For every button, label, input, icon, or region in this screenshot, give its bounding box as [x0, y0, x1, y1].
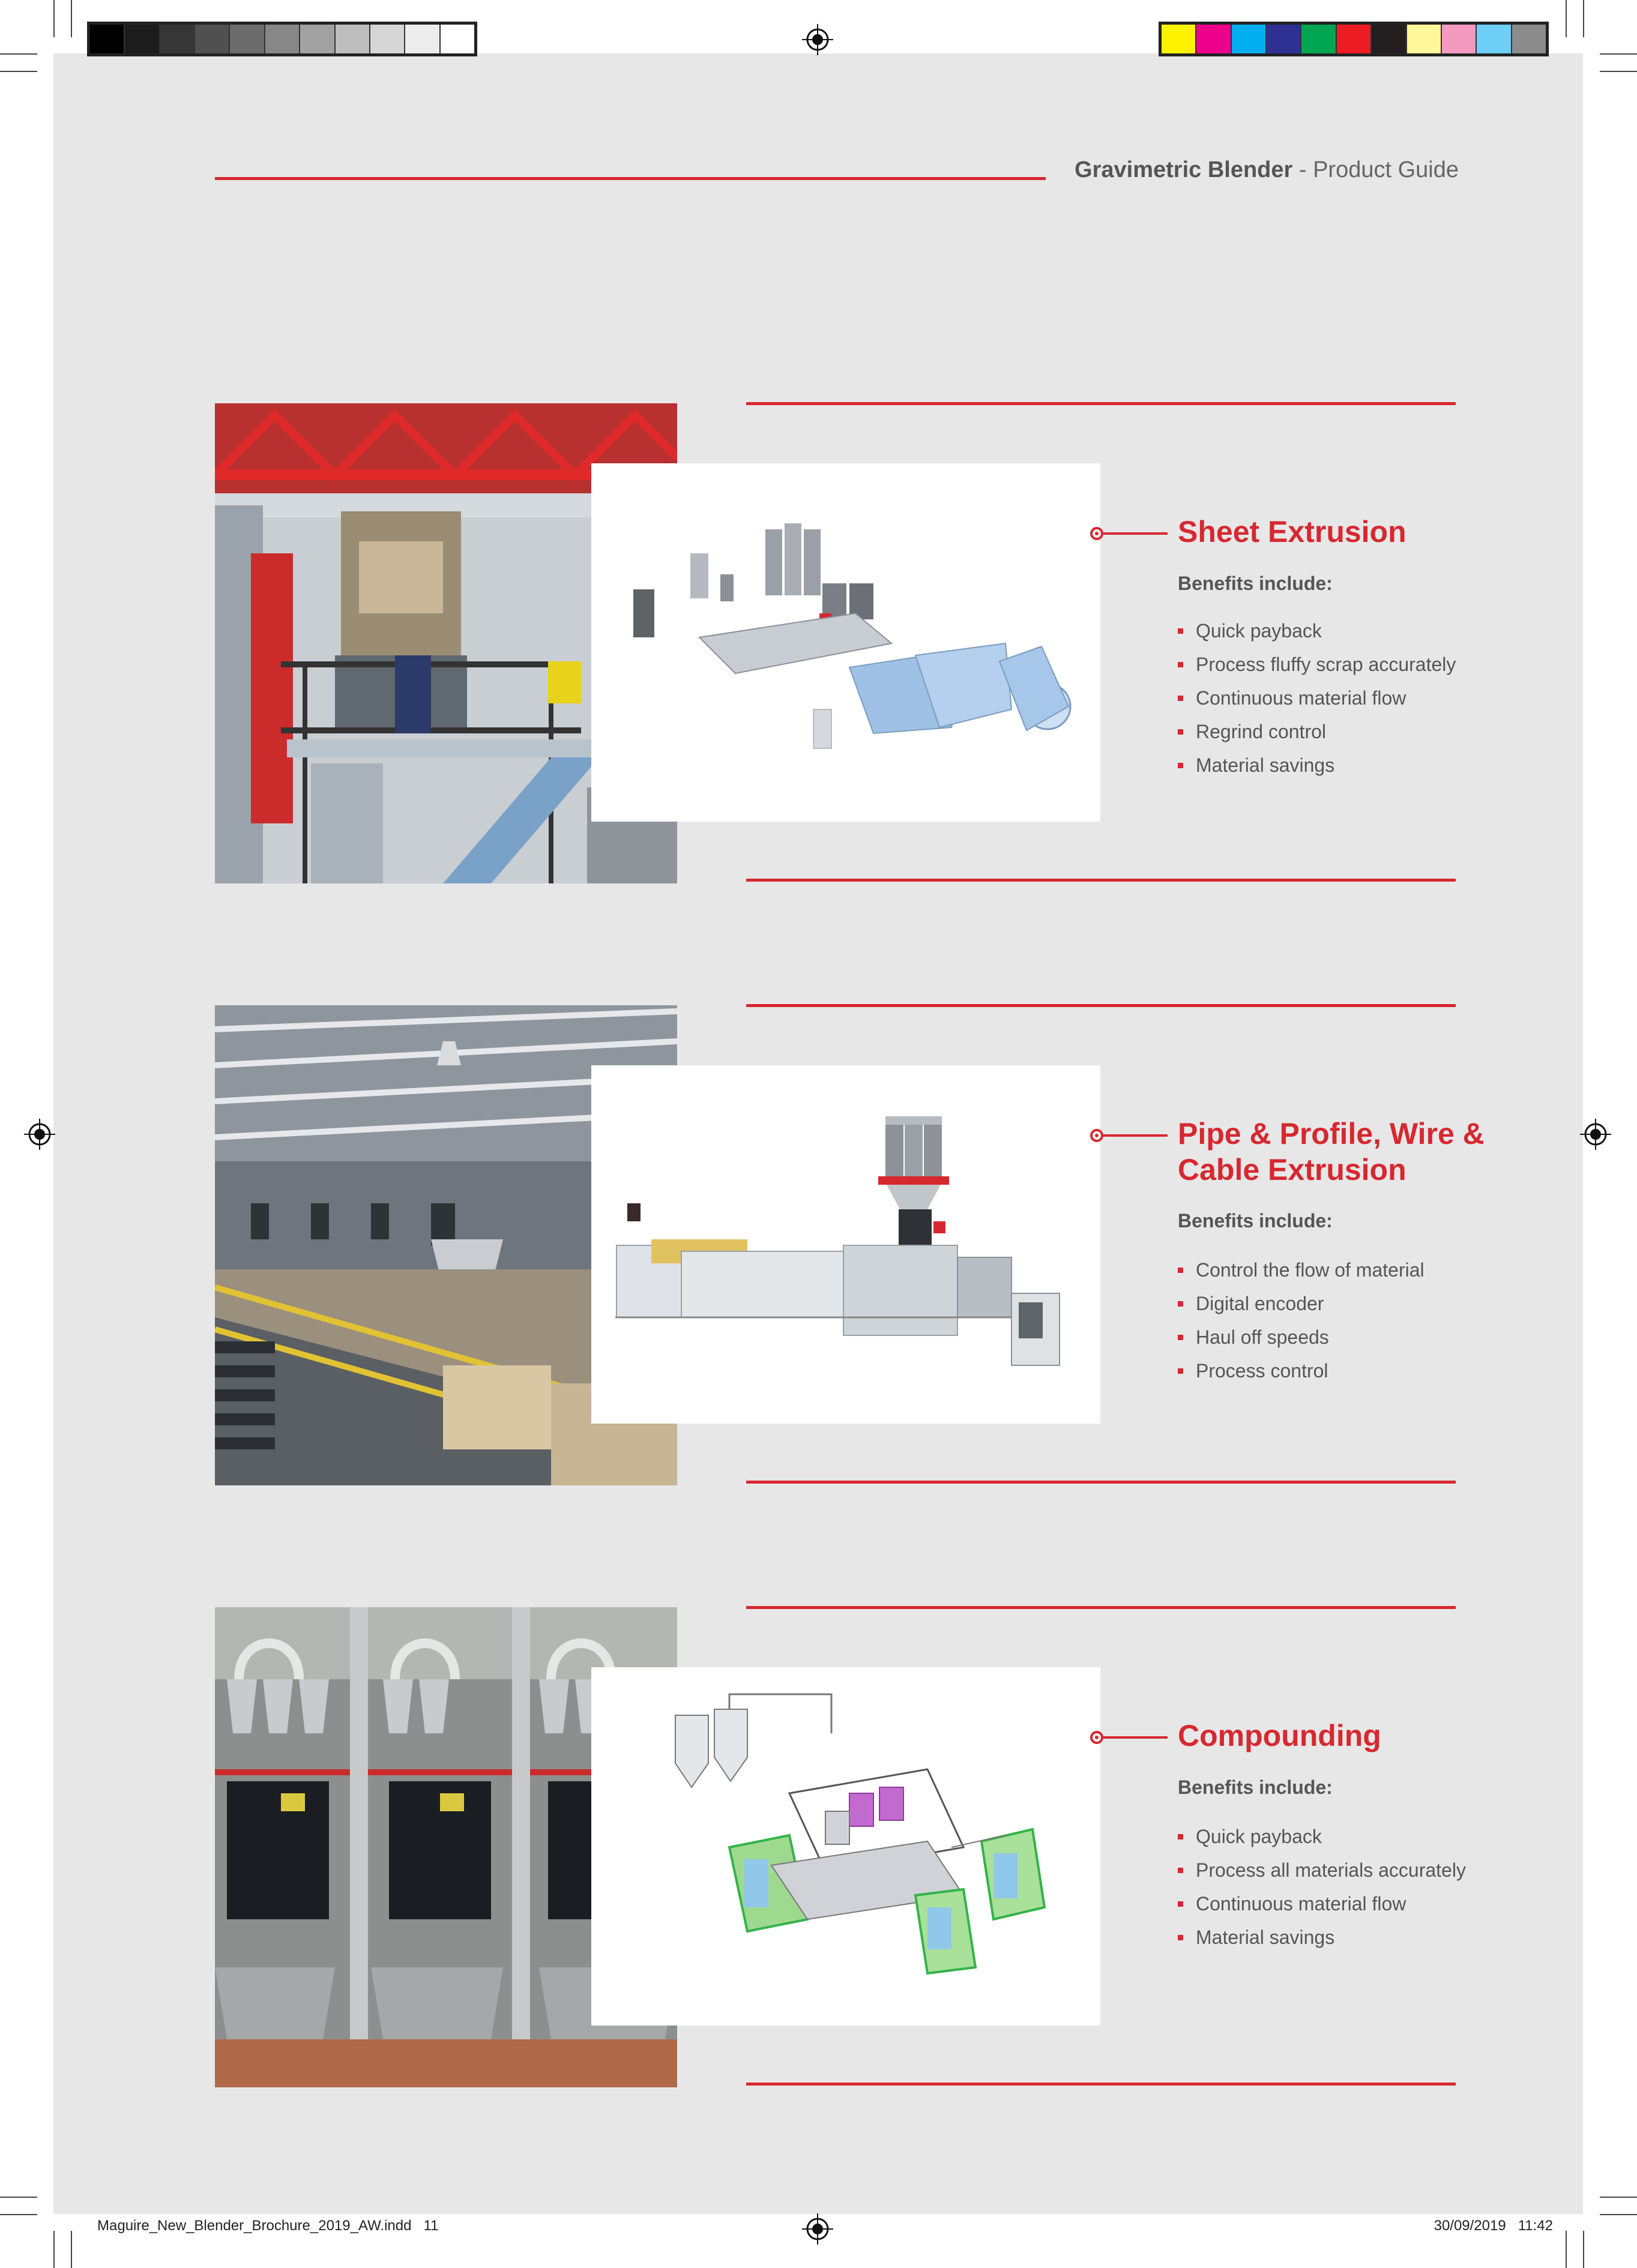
section-top-rule — [746, 1606, 1456, 1609]
crop-mark — [53, 0, 55, 37]
registration-mark-icon — [802, 24, 833, 55]
section-bottom-rule — [746, 879, 1456, 882]
registration-mark-icon — [802, 2213, 833, 2245]
color-swatch — [1512, 25, 1546, 53]
compounding-line-diagram — [591, 1667, 1100, 2026]
benefit-list — [1178, 1253, 1424, 1388]
benefit-item: Process control — [1178, 1354, 1424, 1388]
color-swatch — [300, 25, 335, 53]
color-swatch — [1477, 25, 1512, 53]
benefit-item: Digital encoder — [1178, 1287, 1424, 1320]
process-color-bar — [1159, 22, 1549, 56]
color-swatch — [90, 25, 125, 53]
section-top-rule — [746, 402, 1456, 405]
crop-mark — [71, 2231, 72, 2268]
color-swatch — [125, 25, 160, 53]
color-swatch — [1372, 25, 1406, 53]
benefit-item: Process all materials accurately — [1178, 1853, 1466, 1887]
color-swatch — [1442, 25, 1477, 53]
header-rule — [215, 177, 1046, 180]
crop-mark — [71, 0, 72, 37]
color-swatch — [336, 25, 370, 53]
header-title-main: Gravimetric Blender — [1075, 157, 1293, 182]
color-swatch — [1407, 25, 1442, 53]
crop-mark — [0, 2197, 37, 2198]
benefit-item: Continuous material flow — [1178, 681, 1456, 715]
section-bottom-rule — [746, 2083, 1456, 2086]
crop-mark — [53, 2231, 55, 2268]
footer-timestamp: 30/09/2019 11:42 — [1434, 2218, 1553, 2234]
footer-file-name: Maguire_New_Blender_Brochure_2019_AW.indd 11 — [97, 2218, 439, 2234]
color-swatch — [1162, 25, 1196, 53]
benefit-list — [1178, 614, 1456, 782]
color-swatch — [230, 25, 265, 53]
color-swatch — [195, 25, 230, 53]
section-title: Sheet Extrusion — [1178, 515, 1406, 549]
section-pointer-icon — [1090, 1730, 1168, 1745]
color-swatch — [1337, 25, 1372, 53]
benefit-item: Material savings — [1178, 748, 1456, 782]
section-bottom-rule — [746, 1481, 1456, 1484]
benefits-label: Benefits include: — [1178, 1210, 1333, 1232]
benefit-item: Quick payback — [1178, 614, 1456, 648]
crop-mark — [1566, 0, 1567, 37]
color-swatch — [1232, 25, 1267, 53]
benefit-item: Material savings — [1178, 1921, 1466, 1954]
benefit-item: Continuous material flow — [1178, 1887, 1466, 1921]
color-swatch — [1301, 25, 1336, 53]
crop-mark — [1583, 0, 1584, 37]
crop-mark — [0, 53, 37, 55]
benefit-item: Haul off speeds — [1178, 1320, 1424, 1354]
benefit-item: Control the flow of material — [1178, 1253, 1424, 1287]
section-title: Compounding — [1178, 1719, 1381, 1752]
section-pointer-icon — [1090, 1128, 1168, 1143]
crop-mark — [1600, 71, 1637, 72]
header-title-sub: - Product Guide — [1298, 157, 1459, 182]
color-swatch — [160, 25, 195, 53]
color-swatch — [405, 25, 440, 53]
crop-mark — [1600, 53, 1637, 55]
benefit-item: Quick payback — [1178, 1820, 1466, 1853]
color-swatch — [1267, 25, 1301, 53]
registration-mark-icon — [1580, 1119, 1611, 1150]
color-swatch — [370, 25, 405, 53]
section-top-rule — [746, 1004, 1456, 1007]
grayscale-color-bar — [87, 22, 477, 56]
benefit-item: Regrind control — [1178, 715, 1456, 748]
page-header-title — [1057, 157, 1459, 183]
crop-mark — [1566, 2231, 1567, 2268]
crop-mark — [1600, 2197, 1637, 2198]
benefits-label: Benefits include: — [1178, 1776, 1333, 1798]
color-swatch — [441, 25, 474, 53]
pipe-profile-extrusion-line-diagram — [591, 1065, 1100, 1424]
crop-mark — [0, 71, 37, 72]
crop-mark — [0, 2214, 37, 2215]
section-title: Pipe & Profile, Wire & Cable Extrusion — [1178, 1117, 1485, 1187]
benefit-item: Process fluffy scrap accurately — [1178, 648, 1456, 681]
section-pointer-icon — [1090, 526, 1168, 541]
benefits-label: Benefits include: — [1178, 573, 1333, 594]
color-swatch — [265, 25, 300, 53]
benefit-list — [1178, 1820, 1466, 1954]
crop-mark — [1600, 2214, 1637, 2215]
sheet-extrusion-line-diagram — [591, 463, 1100, 822]
registration-mark-icon — [24, 1119, 55, 1150]
crop-mark — [1583, 2231, 1584, 2268]
color-swatch — [1196, 25, 1231, 53]
